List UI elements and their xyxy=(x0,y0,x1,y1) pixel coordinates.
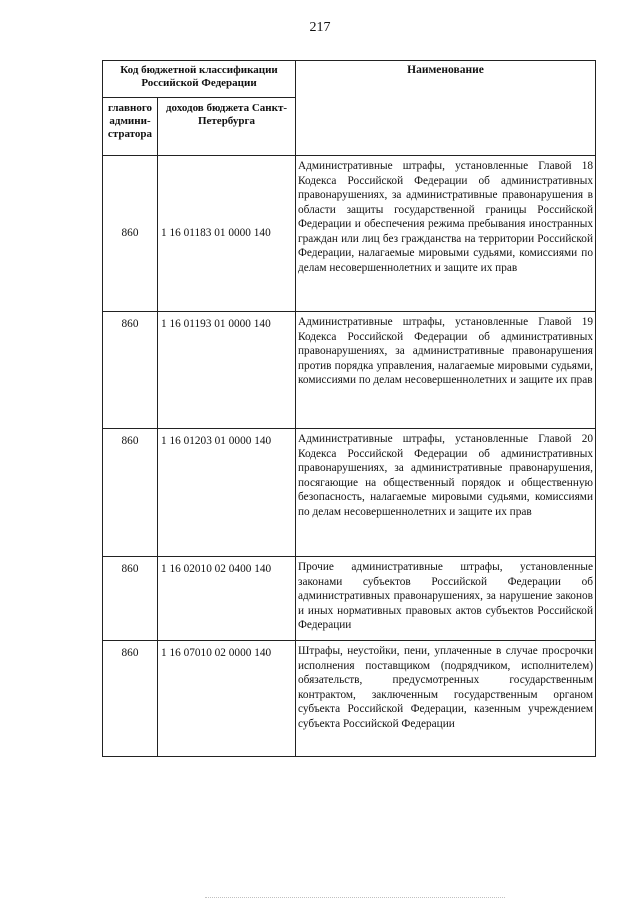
revenue-code-cell: 1 16 01183 01 0000 140 xyxy=(158,156,296,312)
table-row xyxy=(103,641,596,757)
admin-code-cell: 860 xyxy=(103,312,158,429)
revenue-code-cell: 1 16 01193 01 0000 140 xyxy=(158,312,296,429)
name-cell: Штрафы, неустойки, пени, уплаченные в случае просрочки исполнения поставщиком (подрядчиком, исполнителем) обязательств, предусмотренных государственным контрактом, заключенным государственным органом субъекта Российской Федерации, казенным учреждением субъекта Российской Федерации xyxy=(296,641,596,757)
table-row xyxy=(103,156,596,312)
revenue-code-cell: 1 16 07010 02 0000 140 xyxy=(158,641,296,757)
table-row xyxy=(103,557,596,641)
header-name: Наименование xyxy=(296,61,596,156)
revenue-code-cell: 1 16 02010 02 0400 140 xyxy=(158,557,296,641)
admin-code-cell: 860 xyxy=(103,429,158,557)
scan-artifact xyxy=(205,897,505,902)
budget-classification-table xyxy=(102,60,596,757)
header-revenue-code: доходов бюджета Санкт-Петербурга xyxy=(158,98,296,156)
page-number: 217 xyxy=(309,20,331,35)
name-cell: Прочие административные штрафы, установленные законами субъектов Российской Федерации об административных правонарушениях, за нарушение законов и иных нормативных правовых актов субъектов Российской Федерации xyxy=(296,557,596,641)
table-row xyxy=(103,429,596,557)
admin-code-cell: 860 xyxy=(103,156,158,312)
admin-code-cell: 860 xyxy=(103,641,158,757)
name-cell: Административные штрафы, установленные Главой 19 Кодекса Российской Федерации об административных правонарушениях, за административные правонарушения против порядка управления, налагаемые мировыми судьями, комиссиями по делам несовершеннолетних и защите их прав xyxy=(296,312,596,429)
admin-code-cell: 860 xyxy=(103,557,158,641)
table-row xyxy=(103,312,596,429)
header-classification-code: Код бюджетной классификации Российской Федерации xyxy=(103,61,296,98)
header-main-administrator: главного админи-стратора xyxy=(103,98,158,156)
name-cell: Административные штрафы, установленные Главой 20 Кодекса Российской Федерации об административных правонарушениях, за административные правонарушения, посягающие на общественный порядок и общественную безопасность, налагаемые мировыми судьями, комиссиями по делам несовершеннолетних и защите их прав xyxy=(296,429,596,557)
revenue-code-cell: 1 16 01203 01 0000 140 xyxy=(158,429,296,557)
name-cell: Административные штрафы, установленные Главой 18 Кодекса Российской Федерации об административных правонарушениях, за административные правонарушения в области защиты государственной границы Российской Федерации и обеспечения режима пребывания иностранных граждан или лиц без гражданства на территории Российской Федерации, налагаемые мировыми судьями, комиссиями по делам несовершеннолетних и защите их прав xyxy=(296,156,596,312)
